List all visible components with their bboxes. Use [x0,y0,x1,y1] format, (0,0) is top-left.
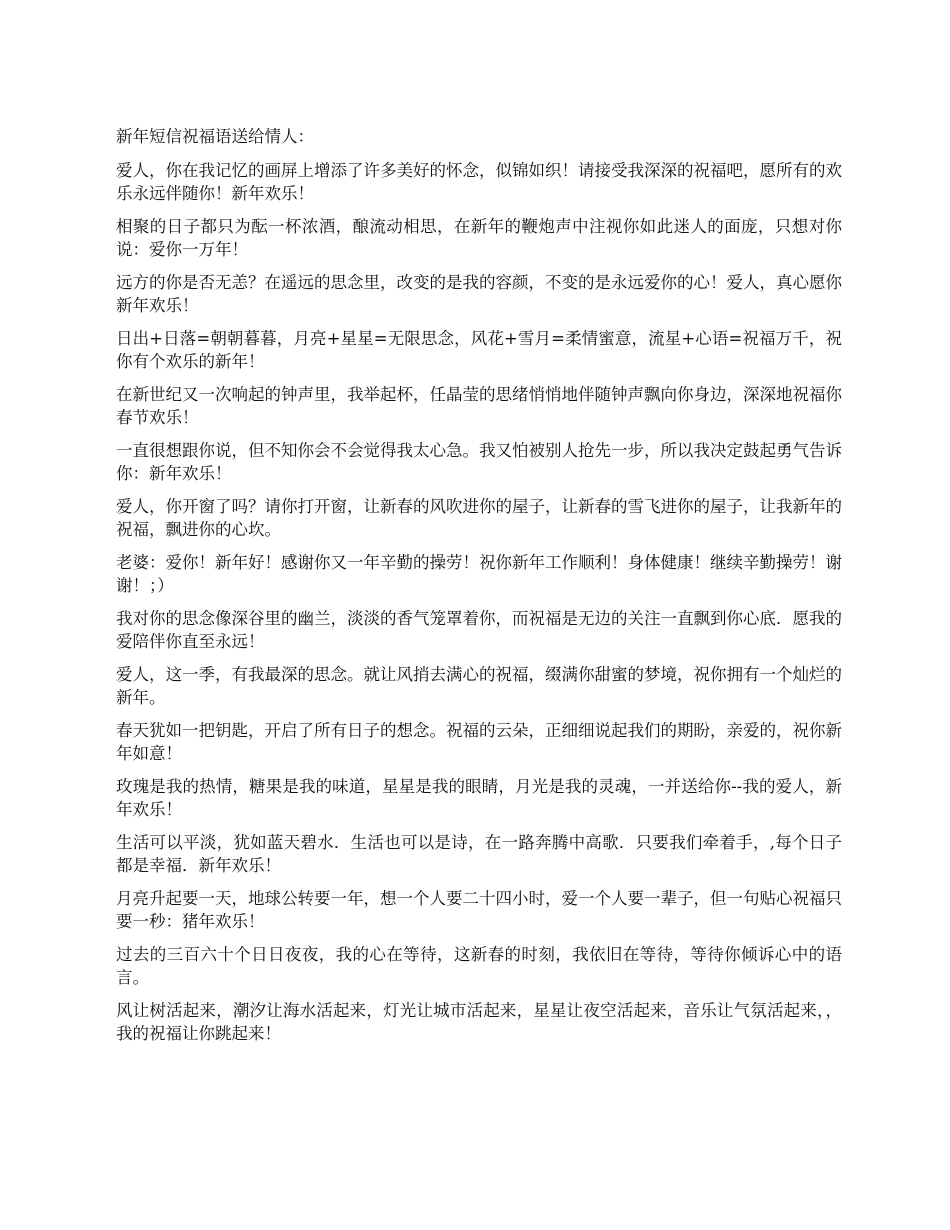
paragraph-4: 日出+日落=朝朝暮暮，月亮+星星=无限思念，风花+雪月=柔情蜜意，流星+心语=祝福万千，祝你有个欢乐的新年！ [116,329,842,371]
paragraph-2: 相聚的日子都只为酝一杯浓酒，酿流动相思，在新年的鞭炮声中注视你如此迷人的面庞，只想对你说：爱你一万年！ [116,217,842,259]
paragraph-5: 在新世纪又一次响起的钟声里，我举起杯，任晶莹的思绪悄悄地伴随钟声飘向你身边，深深地祝福你春节欢乐！ [116,385,842,427]
paragraph-11: 春天犹如一把钥匙，开启了所有日子的想念。祝福的云朵，正细细说起我们的期盼，亲爱的，祝你新年如意！ [116,721,842,763]
paragraph-7: 爱人，你开窗了吗？请你打开窗，让新春的风吹进你的屋子，让新春的雪飞进你的屋子，让我新年的祝福，飘进你的心坎。 [116,497,842,539]
paragraph-16: 风让树活起来，潮汐让海水活起来，灯光让城市活起来，星星让夜空活起来，音乐让气氛活起来，，我的祝福让你跳起来！ [116,1001,842,1043]
paragraph-12: 玫瑰是我的热情，糖果是我的味道，星星是我的眼睛，月光是我的灵魂，一并送给你--我的爱人，新年欢乐！ [116,777,842,819]
paragraph-6: 一直很想跟你说，但不知你会不会觉得我太心急。我又怕被别人抢先一步，所以我决定鼓起勇气告诉你：新年欢乐！ [116,441,842,483]
paragraph-14: 月亮升起要一天，地球公转要一年，想一个人要二十四小时，爱一个人要一辈子，但一句贴心祝福只要一秒：猪年欢乐！ [116,889,842,931]
document-title: 新年短信祝福语送给情人： [116,127,314,146]
paragraph-10: 爱人，这一季，有我最深的思念。就让风捎去满心的祝福，缀满你甜蜜的梦境，祝你拥有一个灿烂的新年。 [116,665,842,707]
paragraph-8: 老婆：爱你！新年好！感谢你又一年辛勤的操劳！祝你新年工作顺利！身体健康！继续辛勤操劳！谢谢！；） [116,553,842,595]
paragraph-1: 爱人，你在我记忆的画屏上增添了许多美好的怀念，似锦如织！请接受我深深的祝福吧，愿所有的欢乐永远伴随你！新年欢乐！ [116,161,842,203]
paragraph-3: 远方的你是否无恙？在遥远的思念里，改变的是我的容颜，不变的是永远爱你的心！爱人，真心愿你新年欢乐！ [116,273,842,315]
paragraph-15: 过去的三百六十个日日夜夜，我的心在等待，这新春的时刻，我依旧在等待，等待你倾诉心中的语言。 [116,945,842,987]
paragraph-9: 我对你的思念像深谷里的幽兰，淡淡的香气笼罩着你，而祝福是无边的关注一直飘到你心底．愿我的爱陪伴你直至永远！ [116,609,842,651]
document-content [116,125,842,1055]
paragraph-13: 生活可以平淡，犹如蓝天碧水．生活也可以是诗，在一路奔腾中高歌．只要我们牵着手，,每个日子都是幸福．新年欢乐！ [116,833,842,875]
